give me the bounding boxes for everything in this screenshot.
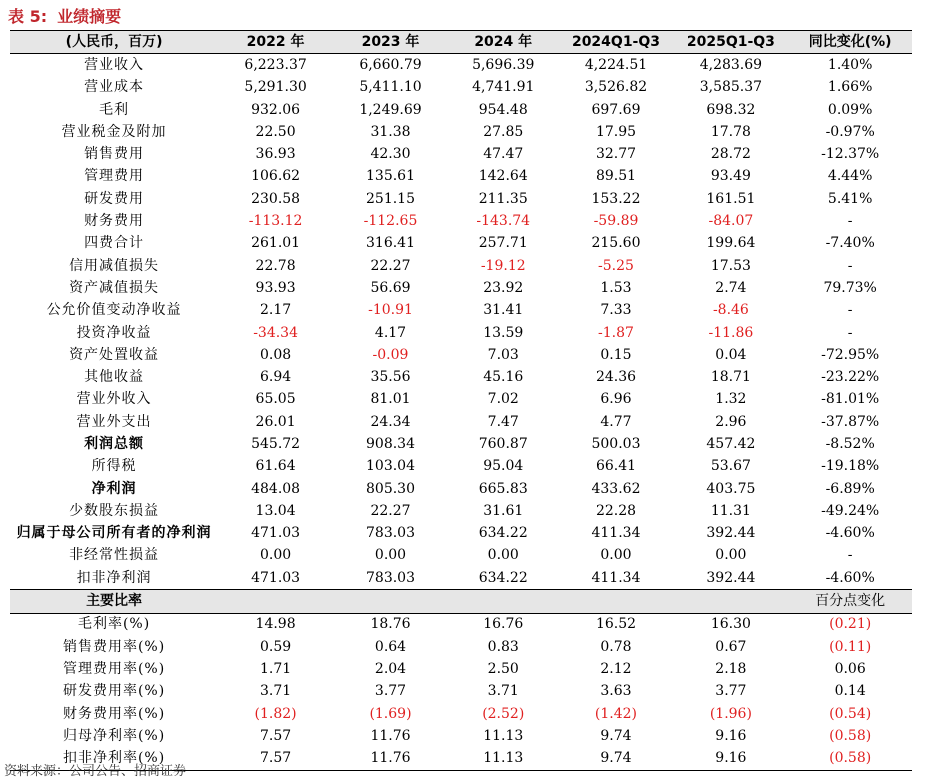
row-label: 资产处置收益 (69, 346, 160, 363)
table-row (10, 277, 912, 299)
table-cell: 106.62 (251, 168, 301, 185)
table-cell: 0.83 (487, 638, 519, 655)
table-cell: 2.96 (715, 413, 747, 430)
header-cell: 2024Q1-Q3 (559, 31, 674, 54)
table-row (10, 54, 912, 77)
table-cell: 7.33 (600, 302, 632, 319)
table-cell: 0.06 (834, 660, 866, 677)
row-label: 扣非净利润 (76, 569, 152, 586)
table-cell: -10.91 (368, 302, 413, 319)
table-cell: - (847, 257, 853, 274)
table-cell: 95.04 (483, 458, 524, 475)
table-cell: 211.35 (478, 190, 528, 207)
table-cell: 11.13 (483, 727, 524, 744)
table-cell: 0.00 (487, 547, 519, 564)
table-cell: 17.95 (595, 123, 637, 140)
table-cell: 11.76 (370, 727, 411, 744)
table-cell: 0.14 (834, 683, 866, 700)
table-cell: 22.28 (595, 502, 637, 519)
row-label: 毛利 (99, 101, 130, 118)
table-cell: 3.71 (487, 683, 519, 700)
table-cell: (1.42) (594, 705, 638, 722)
table-cell: 61.64 (255, 458, 296, 475)
table-cell: 0.67 (715, 638, 747, 655)
table-row (10, 233, 912, 255)
row-label: 信用减值损失 (69, 257, 160, 274)
table-cell: 9.74 (559, 748, 674, 771)
table-cell: 93.49 (710, 168, 751, 185)
row-label: 投资净收益 (76, 324, 152, 341)
table-cell: 17.78 (710, 123, 751, 140)
table-cell: -11.86 (708, 324, 754, 341)
table-cell: 18.76 (370, 616, 411, 633)
table-cell: 23.92 (483, 279, 524, 296)
ratio-section-title: 主要比率 (10, 590, 218, 613)
table-cell: 4,224.51 (584, 56, 648, 73)
table-cell: 1.32 (715, 391, 747, 408)
table-cell: 0.00 (374, 547, 407, 564)
table-row (10, 366, 912, 388)
ratio-row (10, 613, 912, 636)
source-note: 资料来源：公司公告、招商证券 (4, 764, 187, 779)
table-cell: 22.27 (370, 257, 411, 274)
table-cell: 316.41 (366, 235, 415, 252)
table-row (10, 99, 912, 121)
table-cell: 3,585.37 (699, 79, 763, 96)
table-cell: 56.69 (370, 279, 411, 296)
row-label: 利润总额 (84, 435, 145, 452)
table-cell: 31.38 (370, 123, 411, 140)
row-label: 净利润 (91, 480, 137, 497)
table-cell: 153.22 (591, 190, 641, 207)
table-cell: 4,283.69 (699, 56, 763, 73)
table-row (10, 77, 912, 99)
table-cell: (0.58) (788, 748, 912, 771)
table-cell: 2.17 (260, 302, 292, 319)
table-cell: -5.25 (598, 257, 634, 274)
row-label: 毛利率(%) (77, 616, 151, 633)
row-label: 所得税 (91, 458, 137, 475)
table-cell: 783.03 (366, 569, 415, 586)
table-cell: -8.46 (712, 302, 749, 319)
table-cell: -84.07 (708, 213, 754, 230)
table-cell: (1.96) (709, 705, 752, 722)
ratio-row (10, 725, 912, 747)
table-cell: -143.74 (476, 213, 531, 230)
table-cell: 0.00 (715, 547, 747, 564)
table-cell: -59.89 (593, 213, 639, 230)
table-cell: (1.82) (254, 705, 297, 722)
header-row (10, 31, 912, 54)
table-cell: 24.36 (595, 369, 637, 386)
table-cell: 5.41% (827, 190, 873, 207)
table-cell: 26.01 (255, 413, 296, 430)
table-cell: 2.74 (715, 279, 747, 296)
table-cell: 14.98 (255, 616, 296, 633)
table-cell: 215.60 (591, 235, 641, 252)
table-cell: 3.71 (260, 683, 292, 700)
table-cell: 0.04 (715, 346, 747, 363)
table-cell: 47.47 (483, 146, 524, 163)
table-cell: (0.11) (829, 638, 872, 655)
table-cell: - (847, 324, 853, 341)
table-cell: 3.77 (715, 683, 747, 700)
ratio-body (10, 613, 912, 770)
table-cell: 66.41 (595, 458, 637, 475)
table-cell: 4.17 (374, 324, 407, 341)
table-cell: 0.64 (374, 638, 407, 655)
table-row (10, 210, 912, 232)
table-cell: 9.16 (715, 727, 747, 744)
table-row (10, 523, 912, 545)
table-row (10, 478, 912, 500)
table-row (10, 143, 912, 165)
table-cell: 0.78 (600, 638, 632, 655)
table-cell: 24.34 (370, 413, 411, 430)
table-cell: 665.83 (478, 480, 528, 497)
table-cell: -0.97% (825, 123, 875, 140)
table-cell: 42.30 (370, 146, 411, 163)
table-cell: 230.58 (251, 190, 301, 207)
table-cell: 7.47 (487, 413, 519, 430)
row-label: 营业收入 (84, 56, 145, 73)
table-cell: 28.72 (710, 146, 751, 163)
ratio-row (10, 681, 912, 703)
income-statement-body (10, 54, 912, 590)
table-cell: 22.50 (255, 123, 296, 140)
table-cell: 5,411.10 (359, 79, 422, 96)
table-cell: 805.30 (366, 480, 415, 497)
table-cell: 4.77 (600, 413, 632, 430)
row-label: 非经常性损益 (69, 547, 160, 564)
table-cell: 161.51 (706, 190, 756, 207)
row-label: 管理费用率(%) (62, 660, 166, 677)
table-cell: -4.60% (825, 569, 875, 586)
row-label: 归母净利率(%) (62, 727, 166, 744)
row-label: 销售费用 (84, 146, 145, 163)
table-cell: 7.57 (260, 727, 292, 744)
table-row (10, 500, 912, 522)
table-cell: 11.31 (710, 502, 751, 519)
table-cell: -23.22% (821, 369, 880, 386)
table-cell: 22.27 (370, 502, 411, 519)
table-cell: 6.94 (260, 369, 292, 386)
table-cell: 18.71 (710, 369, 751, 386)
row-label: 营业税金及附加 (61, 123, 167, 140)
table-cell: 3.63 (600, 683, 632, 700)
table-cell: -4.60% (825, 525, 875, 542)
table-cell: -72.95% (821, 346, 880, 363)
table-cell: 500.03 (591, 435, 641, 452)
table-cell: - (847, 547, 853, 564)
table-cell: 697.69 (591, 101, 641, 118)
table-cell: 89.51 (595, 168, 637, 185)
table-cell: 27.85 (483, 123, 524, 140)
table-cell: 403.75 (706, 480, 756, 497)
table-title (8, 6, 121, 28)
table-cell: 908.34 (366, 435, 415, 452)
table-cell: 251.15 (366, 190, 415, 207)
table-row (10, 411, 912, 433)
table-cell: 1.66% (827, 79, 873, 96)
table-cell: 1.71 (260, 660, 292, 677)
table-cell: 433.62 (591, 480, 641, 497)
table-cell: 5,291.30 (244, 79, 307, 96)
table-cell: 199.64 (706, 235, 756, 252)
table-cell: 5,696.39 (472, 56, 535, 73)
table-cell: 81.01 (370, 391, 411, 408)
table-cell: 1.53 (600, 279, 632, 296)
table-cell: -49.24% (821, 502, 880, 519)
ratio-row (10, 636, 912, 658)
table-row (10, 121, 912, 143)
table-cell: 6,223.37 (244, 56, 307, 73)
table-cell: -37.87% (821, 413, 880, 430)
table-cell: 79.73% (823, 279, 877, 296)
row-label: 营业外收入 (76, 391, 152, 408)
table-cell: 31.41 (483, 302, 524, 319)
row-label: 财务费用 (84, 213, 145, 230)
table-cell: 0.00 (260, 547, 292, 564)
table-cell: 392.44 (706, 569, 756, 586)
table-cell: 65.05 (255, 391, 296, 408)
table-cell: 9.74 (600, 727, 632, 744)
table-cell: -8.52% (825, 435, 875, 452)
table-cell: -6.89% (825, 480, 875, 497)
table-cell: 35.56 (370, 369, 411, 386)
table-cell: 634.22 (478, 525, 528, 542)
table-cell: 9.16 (673, 748, 788, 771)
table-cell: -0.09 (372, 346, 409, 363)
table-cell: 7.03 (487, 346, 519, 363)
table-cell: 0.08 (260, 346, 292, 363)
table-cell: 16.76 (483, 616, 524, 633)
table-cell: 16.52 (595, 616, 637, 633)
table-row (10, 433, 912, 455)
table-row (10, 255, 912, 277)
table-cell: 11.13 (448, 748, 559, 771)
table-cell: 142.64 (478, 168, 528, 185)
table-cell: 954.48 (478, 101, 528, 118)
header-cell: 2025Q1-Q3 (673, 31, 788, 54)
table-row (10, 166, 912, 188)
row-label: 财务费用率(%) (62, 705, 166, 722)
table-cell: 471.03 (251, 525, 301, 542)
header-cell: 2023 年 (333, 31, 448, 54)
table-cell: 6,660.79 (359, 56, 422, 73)
table-cell: 457.42 (706, 435, 756, 452)
table-cell: 93.93 (255, 279, 296, 296)
table-row (10, 567, 912, 590)
table-cell: 471.03 (251, 569, 301, 586)
table-cell: 17.53 (710, 257, 751, 274)
table-cell: 545.72 (251, 435, 301, 452)
table-cell: 22.78 (255, 257, 296, 274)
table-row (10, 456, 912, 478)
earnings-summary-table (10, 30, 912, 771)
header-cell: 2022 年 (218, 31, 333, 54)
table-cell: 13.59 (483, 324, 524, 341)
table-cell: 7.02 (487, 391, 519, 408)
table-cell: 484.08 (251, 480, 301, 497)
table-cell: (2.52) (482, 705, 525, 722)
table-cell: 1,249.69 (359, 101, 422, 118)
row-label: 研发费用 (84, 190, 145, 207)
table-cell: -19.18% (821, 458, 880, 475)
ratio-section-row (10, 590, 912, 613)
table-cell: 0.59 (260, 638, 292, 655)
table-cell: 411.34 (591, 525, 641, 542)
row-label: 管理费用 (84, 168, 145, 185)
table-cell: 2.04 (374, 660, 407, 677)
table-cell: 11.76 (333, 748, 448, 771)
table-cell: 0.15 (600, 346, 632, 363)
table-number: 表 5: (8, 7, 48, 26)
row-label: 其他收益 (84, 369, 145, 386)
table-cell: -12.37% (821, 146, 880, 163)
table-cell: -1.87 (598, 324, 634, 341)
table-cell: 257.71 (478, 235, 528, 252)
table-cell: -7.40% (825, 235, 875, 252)
table-cell: 698.32 (706, 101, 756, 118)
table-cell: 783.03 (366, 525, 415, 542)
row-label: 归属于母公司所有者的净利润 (16, 525, 212, 542)
table-cell: 4,741.91 (472, 79, 535, 96)
table-title-text: 业绩摘要 (57, 7, 122, 26)
row-label: 营业外支出 (76, 413, 152, 430)
table-cell: 4.44% (827, 168, 873, 185)
table-cell: 0.00 (600, 547, 632, 564)
table-cell: 2.12 (600, 660, 632, 677)
table-cell: 261.01 (251, 235, 301, 252)
table-cell: -113.12 (248, 213, 303, 230)
table-cell: 13.04 (255, 502, 296, 519)
row-label: 公允价值变动净收益 (46, 302, 182, 319)
table-cell: 0.09% (827, 101, 873, 118)
table-cell: (0.54) (829, 705, 872, 722)
table-cell: 1.40% (827, 56, 873, 73)
table-cell: 392.44 (706, 525, 756, 542)
header-cell: (人民币，百万) (10, 31, 218, 54)
table-row (10, 344, 912, 366)
header-cell: 2024 年 (448, 31, 559, 54)
table-cell: 760.87 (478, 435, 528, 452)
table-cell: (1.69) (369, 705, 412, 722)
row-label: 销售费用率(%) (62, 638, 166, 655)
table-cell: 634.22 (478, 569, 528, 586)
table-cell: 31.61 (483, 502, 524, 519)
table-cell: 411.34 (591, 569, 641, 586)
ratio-section-header (10, 590, 912, 613)
ratio-row (10, 703, 912, 725)
table-cell: - (847, 302, 853, 319)
table-cell: (0.21) (829, 616, 872, 633)
table-row (10, 188, 912, 210)
table-cell: (0.58) (829, 727, 872, 744)
table-row (10, 322, 912, 344)
row-label: 营业成本 (84, 79, 145, 96)
ratio-change-label: 百分点变化 (788, 590, 912, 613)
table-cell: 6.96 (600, 391, 632, 408)
table-row (10, 389, 912, 411)
row-label: 研发费用率(%) (62, 683, 166, 700)
table-cell: -19.12 (480, 257, 526, 274)
table-cell: 932.06 (251, 101, 301, 118)
table-row (10, 545, 912, 567)
table-cell: -34.34 (253, 324, 298, 341)
table-cell: 3,526.82 (584, 79, 648, 96)
table-cell: 16.30 (710, 616, 751, 633)
table-cell: -112.65 (363, 213, 418, 230)
table-cell: 2.50 (487, 660, 519, 677)
table-cell: 45.16 (483, 369, 524, 386)
table-cell: 53.67 (710, 458, 751, 475)
table-cell: 103.04 (366, 458, 415, 475)
table-cell: 32.77 (595, 146, 637, 163)
table-cell: 7.57 (218, 748, 333, 771)
header-cell: 同比变化(%) (788, 31, 912, 54)
table-cell: 3.77 (374, 683, 407, 700)
table-cell: 36.93 (255, 146, 296, 163)
ratio-row (10, 658, 912, 680)
table-cell: -81.01% (821, 391, 880, 408)
row-label: 四费合计 (84, 235, 145, 252)
row-label: 少数股东损益 (69, 502, 160, 519)
row-label: 资产减值损失 (69, 279, 160, 296)
table-row (10, 300, 912, 322)
table-cell: 135.61 (366, 168, 415, 185)
table-cell: 2.18 (715, 660, 747, 677)
row-label: 扣非净利率(%) (10, 748, 218, 771)
table-cell: - (847, 213, 853, 230)
